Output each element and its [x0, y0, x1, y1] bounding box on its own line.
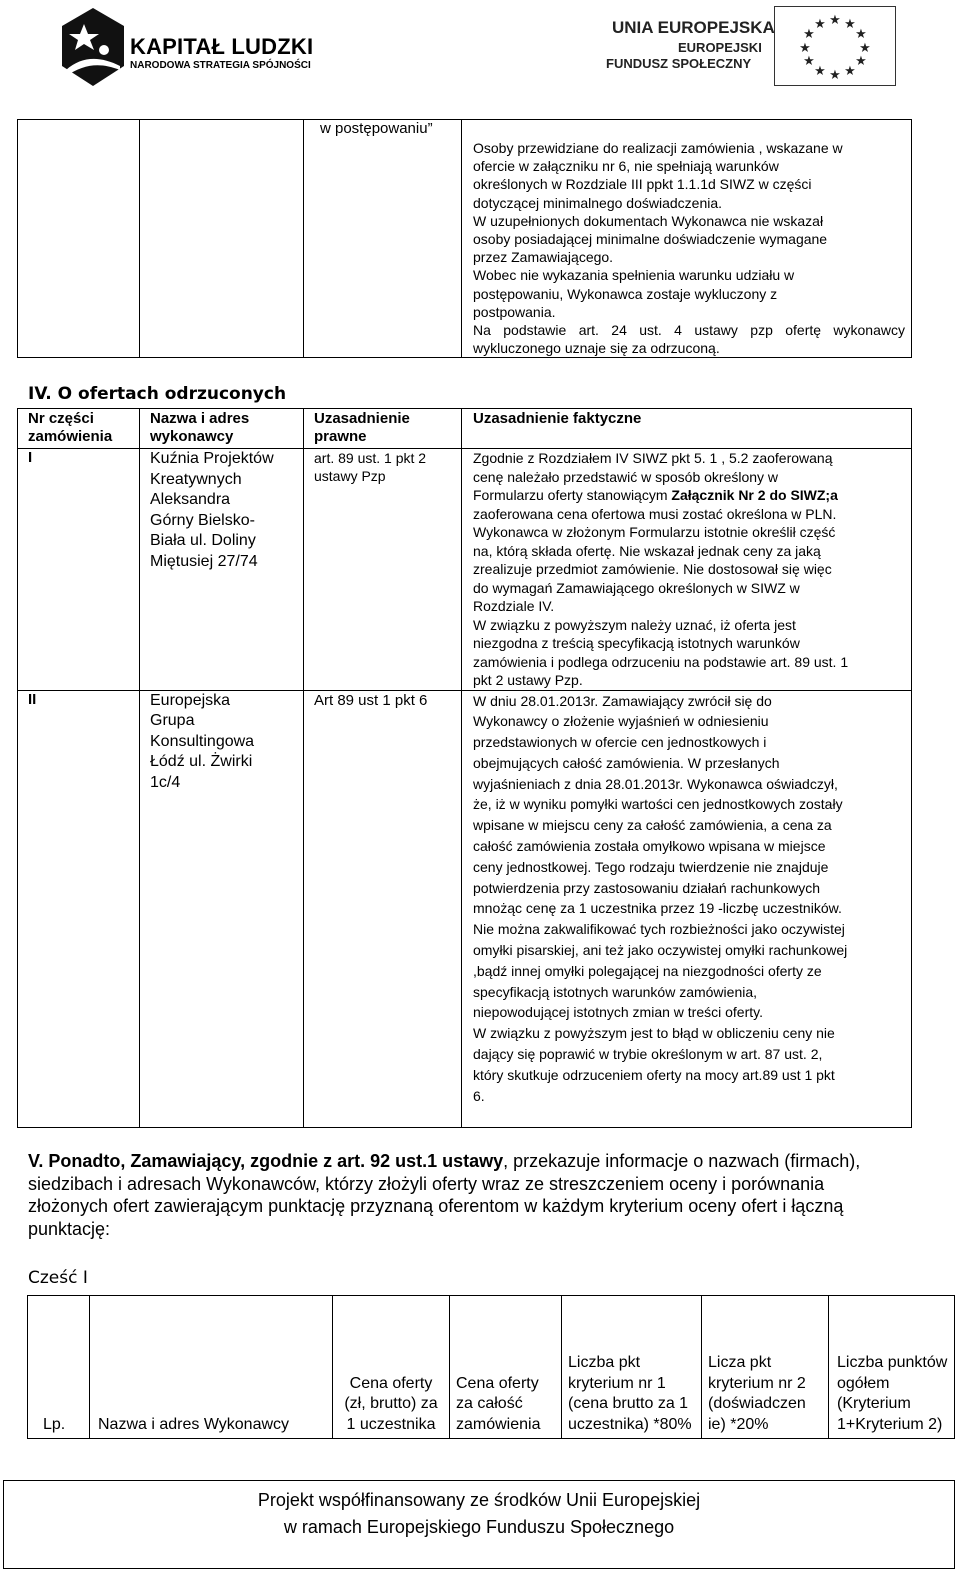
header-factual: Uzasadnienie faktyczne — [462, 409, 912, 449]
row-1-name: Kuźnia Projektów Kreatywnych Aleksandra Górny Bielsko- Biała ul. Doliny Miętusiej 27/74 — [140, 449, 304, 691]
svg-text:★: ★ — [855, 27, 867, 42]
eu-logo — [600, 4, 900, 94]
ranking-header-lp: Lp. — [28, 1296, 90, 1439]
svg-text:★: ★ — [799, 41, 811, 56]
svg-text:★: ★ — [829, 68, 841, 83]
svg-text:★: ★ — [855, 54, 867, 69]
ranking-header-price-per-participant: Cena oferty (zł, brutto) za 1 uczestnika — [333, 1296, 450, 1439]
header-part: Nr części zamówienia — [18, 409, 140, 449]
svg-text:★: ★ — [859, 41, 871, 56]
t1-col2 — [140, 120, 304, 358]
ranking-header-row — [28, 1296, 955, 1439]
section-iv-title: IV. O ofertach odrzuconych — [28, 384, 287, 404]
eu-logo-line1: UNIA EUROPEJSKA — [612, 18, 775, 37]
kapital-ludzki-emblem-icon — [60, 6, 126, 88]
ranking-header-name: Nazwa i adres Wykonawcy — [90, 1296, 333, 1439]
row-2-legal: Art 89 ust 1 pkt 6 — [304, 690, 462, 1127]
ranking-header-total-points: Liczba punktów ogółem (Kryterium 1+Kryterium 2) — [829, 1296, 955, 1439]
table-row — [18, 449, 912, 691]
header-name: Nazwa i adres wykonawcy — [140, 409, 304, 449]
section-v-heading: V. Ponadto, Zamawiający, zgodnie z art. 92 ust.1 ustawy — [28, 1151, 504, 1171]
svg-text:★: ★ — [844, 64, 856, 79]
table-header-row — [18, 409, 912, 449]
row-2-factual: W dniu 28.01.2013r. Zamawiający zwrócił się do Wykonawcy o złożenie wyjaśnień w odniesieniu przedstawionych w ofercie cen jednostkowych i obejmujących całość zamówienia. W przesłanych wyjaśnieniach z dnia 28.01.2013r. Wykonawca oświadczył, że, iż w wyniku pomyłki wartości cen jednostkowych zostały wpisane w miejscu ceny za całość zamówienia, a cena za całość zamówienia została omyłkowo wpisana w miejsce ceny jednostkowej. Tego rodzaju twierdzenie nie znajduje potwierdzenia przy zastosowaniu działań rachunkowych mnożąc cenę za 1 uczestnika przez 19 -liczbę uczestników. Nie można zakwalifikować tych rozbieżności jako oczywistej omyłki pisarskiej, ani też jako oczywistej omyłki rachunkowej ,bądź innej omyłki polegającej na niezgodności oferty ze specyfikacją istotnych warunków zamówienia, niepowodującej istotnych zmian w treści oferty. W związku z powyższym jest to błąd w obliczeniu ceny nie dający się poprawić w trybie określonym w art. 87 ust. 2, który skutkuje odrzuceniem oferty na mocy art.89 ust 1 pkt 6. — [462, 690, 912, 1127]
exclusion-table-continuation — [17, 119, 912, 358]
kapital-ludzki-title: KAPITAŁ LUDZKI — [130, 34, 314, 59]
svg-text:★: ★ — [829, 13, 841, 28]
row-1-legal: art. 89 ust. 1 pkt 2 ustawy Pzp — [304, 449, 462, 691]
t1-col1 — [18, 120, 140, 358]
eu-flag-icon — [774, 6, 896, 86]
ranking-header-total-price: Cena oferty za całość zamówienia — [450, 1296, 562, 1439]
row-2-part: II — [18, 690, 140, 1127]
ranking-header-criterion-1: Liczba pkt kryterium nr 1 (cena brutto za 1 uczestnika) *80% — [562, 1296, 702, 1439]
svg-text:★: ★ — [814, 64, 826, 79]
eu-logo-line3: FUNDUSZ SPOŁECZNY — [606, 56, 752, 71]
row-2-name: Europejska Grupa Konsultingowa Łódź ul. Żwirki 1c/4 — [140, 690, 304, 1127]
part-label: Cześć I — [28, 1268, 88, 1288]
footer-line-1: Projekt współfinansowany ze środków Unii Europejskiej — [257, 1490, 701, 1510]
ranking-header-criterion-2: Licza pkt kryterium nr 2 (doświadczen ie) *20% — [702, 1296, 829, 1439]
svg-text:★: ★ — [803, 27, 815, 42]
exclusion-justification: Osoby przewidziane do realizacji zamówienia , wskazane w ofercie w załączniku nr 6, nie spełniają warunków określonych w Rozdziale III ppkt 1.1.1d SIWZ w części dotyczącej minimalnego doświadczenia. W uzupełnionych dokumentach Wykonawca nie wskazał osoby posiadającej minimalne doświadczenie wymagane przez Zamawiającego. Wobec nie wykazania spełnienia warunku udziału w postępowaniu, Wykonawca zostaje wykluczony z postpowania. Na podstawie art. 24 ust. 4 ustawy pzp ofertę wykonawcy wykluczonego uznaje się za odrzuconą. — [462, 120, 912, 358]
t1-col3: w postępowaniu” — [304, 120, 462, 358]
rejected-offers-table — [17, 408, 912, 1128]
section-v-paragraph — [28, 1150, 908, 1240]
svg-text:★: ★ — [803, 54, 815, 69]
kapital-ludzki-logo — [58, 4, 328, 94]
kapital-ludzki-subtitle: NARODOWA STRATEGIA SPÓJNOŚCI — [130, 60, 311, 71]
table-row — [18, 690, 912, 1127]
row-1-part: I — [18, 449, 140, 691]
row-1-factual: Zgodnie z Rozdziałem IV SIWZ pkt 5. 1 , 5.2 zaoferowaną cenę należało przedstawić w sposób określony w Formularzu oferty stanowiącym Załącznik Nr 2 do SIWZ;a zaoferowana cena ofertowa musi zostać określona w PLN. Wykonawca w złożonym Formularzu istotnie określił część na, którą składa ofertę. Nie wskazał jednak ceny za jaką zrealizuje przedmiot zamówienie. Nie dostosował się więc do wymagań Zamawiającego określonych w SIWZ w Rozdziale IV. W związku z powyższym należy uznać, iż oferta jest niezgodna z treścią specyfikacją istotnych warunków zamówienia i podlega odrzuceniu na podstawie art. 89 ust. 1 pkt 2 ustawy Pzp. — [462, 449, 912, 691]
svg-text:★: ★ — [844, 17, 856, 32]
section-v-text: , przekazuje informacje o nazwach (firmach), siedzibach i adresach Wykonawców, którzy złożyli oferty wraz ze streszczeniem oceny i porównania złożonych ofert zawierającym punktację przyznaną oferentom w każdym kryterium oceny ofert i łączną punktację: — [28, 1151, 861, 1239]
offers-ranking-table — [27, 1295, 955, 1439]
footer — [3, 1480, 955, 1569]
svg-text:★: ★ — [814, 17, 826, 32]
footer-line-2: w ramach Europejskiego Funduszu Społecznego — [283, 1517, 675, 1537]
eu-logo-line2: EUROPEJSKI — [678, 40, 762, 55]
header-legal: Uzasadnienie prawne — [304, 409, 462, 449]
